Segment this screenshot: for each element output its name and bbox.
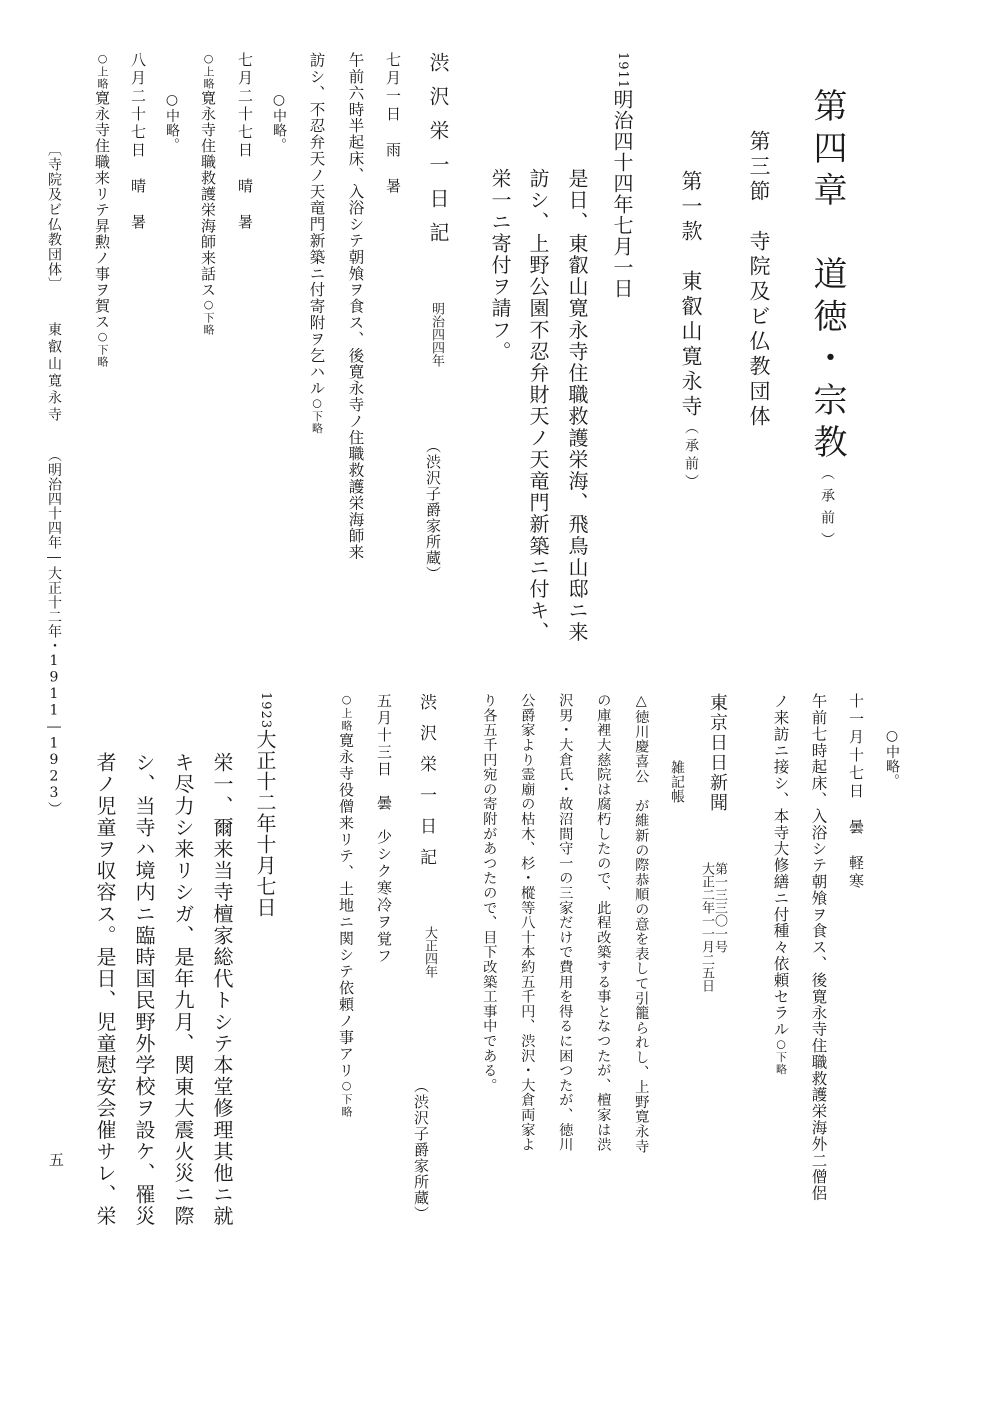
- diary1-line-text: 寛永寺住職来リテ昇勲ノ事ヲ賀ス: [93, 90, 111, 330]
- diary1-line: 午前六時半起床、入浴シテ朝飧ヲ食ス、後寛永寺ノ住職救護栄海師来: [346, 52, 365, 561]
- diary2-year: 大正四年: [422, 926, 437, 978]
- footer-range: （明治四十四年―大正十二年・1911―1923）: [46, 448, 62, 816]
- footer-section: 〔寺院及ビ仏教団体〕: [46, 142, 62, 292]
- entry2-body-line: 栄一、爾来当寺檀家総代トシテ本堂修理其他ニ就: [210, 752, 234, 1228]
- footer-title: 東叡山寛永寺: [46, 322, 62, 424]
- note-kaoryaku: ○下略: [96, 330, 109, 368]
- diary1-line: ○中略。: [271, 92, 287, 152]
- diary1-line: 七月二十七日 晴 暑: [236, 52, 254, 232]
- subsection-title: [680, 170, 701, 492]
- diary1-line: ○中略。: [164, 92, 180, 152]
- diary1-line-text: 訪シ、不忍弁天ノ天竜門新築ニ付寄附ヲ乞ハル: [307, 52, 326, 397]
- diary1-cont-line: [772, 693, 788, 1075]
- entry2-body-line: シ、当寺ハ境内ニ臨時国民野外学校ヲ設ケ、罹災: [132, 752, 156, 1228]
- diary2-line: [338, 693, 353, 1119]
- subsection-cont: （承前）: [683, 420, 699, 492]
- entry1-body-line: 訪シ、上野公園不忍弁財天ノ天竜門新築ニ付キ、: [526, 168, 550, 644]
- newspaper-issue: 第一三三〇一号: [712, 862, 727, 953]
- newspaper-line: 沢男・大倉氏・故沼間守一の三家だけで費用を得るに困つたが、徳川: [557, 693, 574, 1152]
- subsection-title-text: 第一款 東叡山寛永寺: [679, 170, 703, 420]
- newspaper-column: 雑記帳: [669, 760, 685, 804]
- chapter-cont: （承前）: [819, 466, 835, 554]
- entry1-date: [610, 52, 634, 300]
- note-kaoryaku: ○下略: [340, 1079, 353, 1119]
- note-kaoryaku: ○下略: [202, 298, 215, 336]
- diary2-title: 渋沢栄一日記: [416, 693, 436, 879]
- entry2-date: [253, 692, 277, 919]
- diary2-line-text: 寛永寺役僧来リテ、土地ニ関シテ依頼ノ事アリ: [337, 732, 355, 1079]
- entry1-date-text: 明治四十四年七月一日: [610, 89, 634, 300]
- newspaper-title: 東京日日新聞: [707, 693, 728, 813]
- note-joryaku: ○上略: [202, 52, 215, 90]
- entry2-year: 1923: [258, 692, 273, 730]
- diary1-cont-line: 午前七時起床、入浴シテ朝飧ヲ食ス、後寛永寺住職救護栄海外二僧侶: [809, 693, 828, 1202]
- note-joryaku: ○上略: [340, 693, 353, 733]
- newspaper-line: り各五千円宛の寄附があつたので、目下改築工事中である。: [481, 693, 498, 1093]
- note-kaoryaku: ○下略: [310, 396, 324, 435]
- diary1-line: 八月二十七日 晴 暑: [129, 52, 147, 232]
- entry2-date-text: 大正十二年十月七日: [253, 729, 277, 919]
- newspaper-line: の庫裡大慈院は腐朽したので、此程改築する事となつたが、檀家は渋: [595, 693, 612, 1152]
- diary1-year: 明治四四年: [429, 302, 444, 367]
- entry1-body-line: 是日、東叡山寛永寺住職救護栄海、飛鳥山邸ニ来: [565, 168, 589, 644]
- diary1-line: [94, 52, 109, 368]
- diary1-source: （渋沢子爵家所蔵）: [424, 438, 442, 582]
- diary1-title: 渋沢栄一日記: [426, 52, 450, 256]
- diary1-cont-line: ○中略。: [884, 728, 900, 788]
- diary1-line: 七月一日 雨 暑: [384, 52, 402, 196]
- diary1-line: [200, 52, 215, 336]
- diary2-line: 五月十三日 曇 少シク寒冷ヲ覚フ: [375, 693, 393, 965]
- chapter-title-text: 第四章 道徳・宗教: [807, 88, 847, 466]
- diary1-cont-line-text: ノ来訪ニ接シ、本寺大修繕ニ付種々依頼セラル: [771, 693, 790, 1038]
- diary2-source: （渋沢子爵家所蔵）: [412, 1078, 430, 1222]
- diary1-line: [308, 52, 324, 434]
- chapter-title: [807, 88, 847, 554]
- diary1-cont-line: 十一月十七日 曇 軽寒: [847, 693, 865, 891]
- entry2-body-line: 者ノ児童ヲ収容ス。是日、児童慰安会催サレ、栄: [93, 752, 117, 1228]
- newspaper-line: △徳川慶喜公 が維新の際恭順の意を表して引籠られし、上野寛永寺: [633, 693, 650, 1154]
- diary1-line-text: 寛永寺住職救護栄海師来話ス: [199, 90, 217, 298]
- newspaper-issue-date: 大正二年一一月二五日: [699, 862, 714, 992]
- entry1-body-line: 栄一ニ寄付ヲ請フ。: [488, 168, 512, 363]
- newspaper-line: 公爵家より霊廟の枯木、杉・樅等八十本約五千円、渋沢・大倉両家よ: [519, 693, 536, 1152]
- entry2-body-line: キ尽力シ来リシガ、是年九月、関東大震火災ニ際: [171, 752, 195, 1228]
- note-joryaku: ○上略: [96, 52, 109, 90]
- note-kaoryaku: ○下略: [774, 1037, 788, 1076]
- section-title: [748, 130, 769, 430]
- section-title-text: 第三節 寺院及ビ仏教団体: [747, 130, 771, 430]
- entry1-year: 1911: [615, 52, 630, 90]
- page-number: 五: [47, 1152, 65, 1167]
